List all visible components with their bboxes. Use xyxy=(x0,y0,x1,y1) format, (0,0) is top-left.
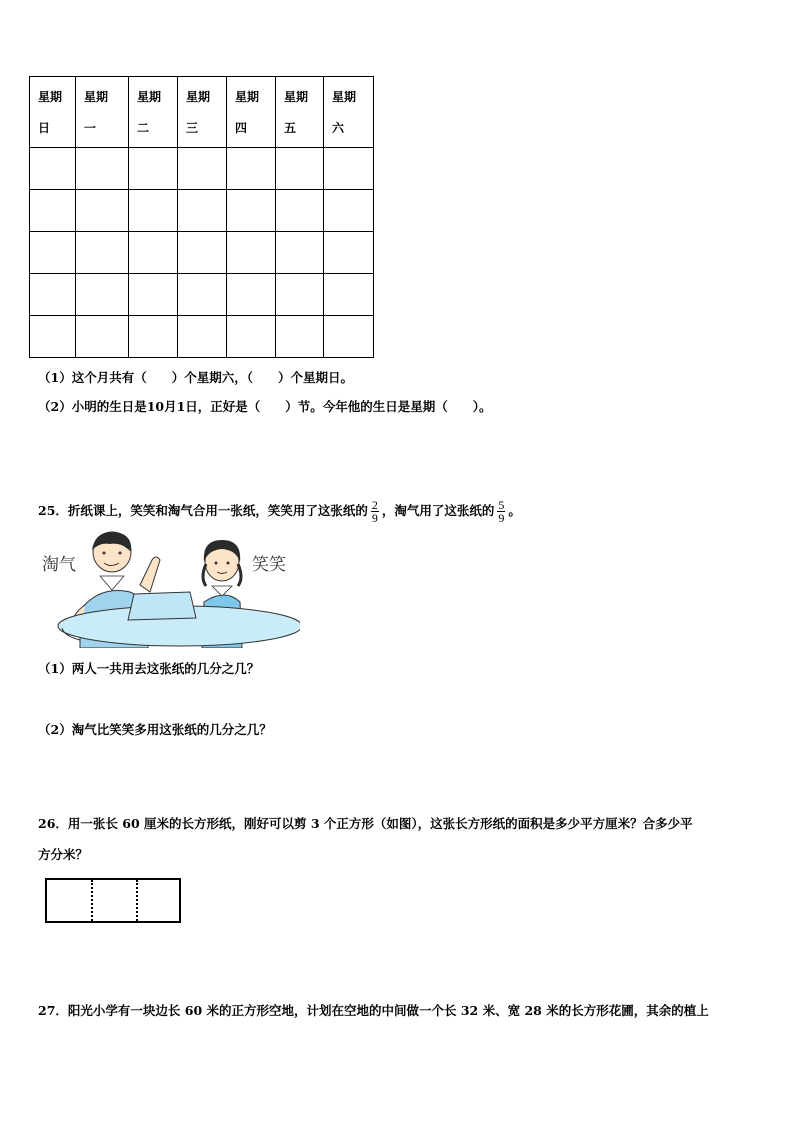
q26-line1: 26．用一张长 60 厘米的长方形纸，刚好可以剪 3 个正方形（如图），这张长方形纸的面积是多少平方厘米？合多少平 xyxy=(38,816,693,831)
q25-illustration xyxy=(40,530,300,648)
calendar-cell xyxy=(178,148,227,190)
calendar-row xyxy=(30,190,374,232)
q25-sub2: （2）淘气比笑笑多用这张纸的几分之几？ xyxy=(38,722,272,737)
paper-sheet xyxy=(128,592,196,620)
calendar-cell xyxy=(30,190,76,232)
calendar-cell xyxy=(324,274,374,316)
q26-line2: 方分米？ xyxy=(38,847,89,862)
q24-sub2: （2）小明的生日是10月1日，正好是（ ）节。今年他的生日是星期（ ）。 xyxy=(38,399,492,414)
q25-question xyxy=(38,496,521,526)
header-wednesday: 星期 三 xyxy=(178,77,227,148)
header-friday: 星期 五 xyxy=(276,77,324,148)
calendar-cell xyxy=(276,274,324,316)
calendar-cell xyxy=(30,316,76,358)
q25-text-b: ，淘气用了这张纸的 xyxy=(381,503,495,518)
calendar-cell xyxy=(227,148,276,190)
q25-fraction-xiaoxiao: $\frac{2}{9}$ xyxy=(371,498,378,525)
calendar-cell xyxy=(30,232,76,274)
calendar-cell xyxy=(276,316,324,358)
calendar-cell xyxy=(178,274,227,316)
calendar-cell xyxy=(30,148,76,190)
q25-sub1: （1）两人一共用去这张纸的几分之几？ xyxy=(38,661,260,676)
q27-line1: 27．阳光小学有一块边长 60 米的正方形空地，计划在空地的中间做一个长 32 米、宽 28 米的长方形花圃，其余的植上 xyxy=(38,1003,709,1018)
q25-text-c: 。 xyxy=(508,503,521,518)
calendar-cell xyxy=(227,232,276,274)
calendar-cell xyxy=(178,190,227,232)
calendar-cell xyxy=(76,232,129,274)
calendar-cell xyxy=(129,232,178,274)
header-saturday: 星期 六 xyxy=(324,77,374,148)
calendar-cell xyxy=(324,316,374,358)
calendar-cell xyxy=(227,190,276,232)
calendar-cell xyxy=(276,190,324,232)
calendar-cell xyxy=(129,190,178,232)
calendar-cell xyxy=(178,232,227,274)
q26-divider-line xyxy=(91,880,93,921)
calendar-table xyxy=(29,76,374,358)
calendar-cell xyxy=(129,274,178,316)
q24-sub1: （1）这个月共有（ ）个星期六，（ ）个星期日。 xyxy=(38,370,353,385)
calendar-cell xyxy=(276,148,324,190)
calendar-row xyxy=(30,148,374,190)
calendar-cell xyxy=(324,232,374,274)
header-sunday: 星期 日 xyxy=(30,77,76,148)
calendar-cell xyxy=(129,316,178,358)
calendar-cell xyxy=(178,316,227,358)
calendar-cell xyxy=(324,148,374,190)
calendar-cell xyxy=(30,274,76,316)
q26-rectangle-figure xyxy=(45,878,181,923)
calendar-cell xyxy=(76,316,129,358)
calendar-row xyxy=(30,316,374,358)
calendar-cell xyxy=(227,274,276,316)
calendar-cell xyxy=(76,148,129,190)
q25-text-a: 25．折纸课上，笑笑和淘气合用一张纸，笑笑用了这张纸的 xyxy=(38,503,368,518)
q25-fraction-taoqi: $\frac{5}{9}$ xyxy=(498,498,505,525)
calendar-cell xyxy=(129,148,178,190)
calendar-row xyxy=(30,274,374,316)
label-taoqi: 淘气 xyxy=(42,555,76,575)
header-tuesday: 星期 二 xyxy=(129,77,178,148)
calendar-header-row xyxy=(30,77,374,148)
calendar-row xyxy=(30,232,374,274)
calendar-cell xyxy=(227,316,276,358)
label-xiaoxiao: 笑笑 xyxy=(252,555,286,575)
q26-divider-line xyxy=(136,880,138,921)
calendar-cell xyxy=(324,190,374,232)
header-thursday: 星期 四 xyxy=(227,77,276,148)
calendar-cell xyxy=(276,232,324,274)
calendar-cell xyxy=(76,190,129,232)
header-monday: 星期 一 xyxy=(76,77,129,148)
children-at-table-illustration xyxy=(40,530,300,648)
calendar-cell xyxy=(76,274,129,316)
